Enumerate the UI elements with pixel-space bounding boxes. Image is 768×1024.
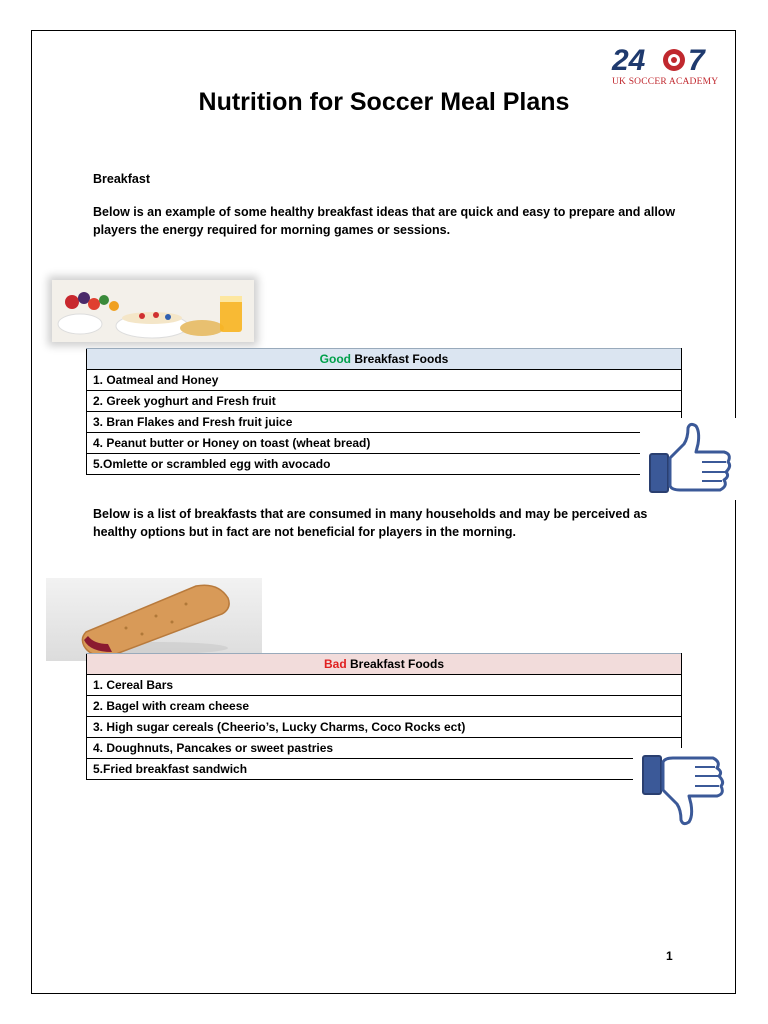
page-title: Nutrition for Soccer Meal Plans: [198, 88, 570, 116]
bad-food-item: 4. Doughnuts, Pancakes or sweet pastries: [87, 738, 682, 759]
table-row: [87, 391, 682, 412]
svg-text:7: 7: [688, 44, 705, 77]
table-row: [87, 433, 682, 454]
logo-text: UK SOCCER ACADEMY: [612, 77, 719, 87]
good-food-item: 2. Greek yoghurt and Fresh fruit: [87, 391, 682, 412]
bad-food-item: 3. High sugar cereals (Cheerio’s, Lucky Charms, Coco Rocks ect): [87, 717, 682, 738]
thumbs-up-icon: [640, 418, 736, 500]
table-row: [87, 675, 682, 696]
table-row: [87, 759, 682, 780]
good-food-item: 4. Peanut butter or Honey on toast (wheat bread): [87, 433, 682, 454]
good-table-header: [87, 349, 682, 370]
table-row: [87, 738, 682, 759]
good-food-item: 3. Bran Flakes and Fresh fruit juice: [87, 412, 682, 433]
good-foods-table: [86, 348, 682, 475]
good-food-item: 5.Omlette or scrambled egg with avocado: [87, 454, 682, 475]
second-paragraph: Below is a list of breakfasts that are consumed in many households and may be perceived as healthy options but in fact are not beneficial for players in the morning.: [93, 507, 648, 539]
good-food-item: 1. Oatmeal and Honey: [87, 370, 682, 391]
bad-label: Bad: [323, 657, 347, 671]
intro-paragraph: Below is an example of some healthy breakfast ideas that are quick and easy to prepare and allow players the energy required for morning games or sessions.: [93, 205, 676, 237]
bad-food-item: 2. Bagel with cream cheese: [87, 696, 682, 717]
bad-table-header: [87, 654, 682, 675]
table-row: [87, 370, 682, 391]
bad-food-item: 1. Cereal Bars: [87, 675, 682, 696]
breakfast-spread-photo: [52, 280, 254, 342]
good-label: Good: [319, 352, 351, 366]
bad-foods-table: [86, 653, 682, 780]
bad-header-text: Breakfast Foods: [346, 657, 445, 671]
page-number: 1: [666, 949, 673, 963]
cereal-bar-photo: [46, 578, 262, 661]
table-row: [87, 717, 682, 738]
good-header-text: Breakfast Foods: [350, 352, 449, 366]
table-row: [87, 696, 682, 717]
section-heading: Breakfast: [93, 172, 150, 186]
table-row: [87, 412, 682, 433]
table-row: [87, 454, 682, 475]
svg-text:24: 24: [612, 44, 646, 77]
bad-food-item: 5.Fried breakfast sandwich: [87, 759, 682, 780]
thumbs-down-icon: [633, 748, 729, 830]
